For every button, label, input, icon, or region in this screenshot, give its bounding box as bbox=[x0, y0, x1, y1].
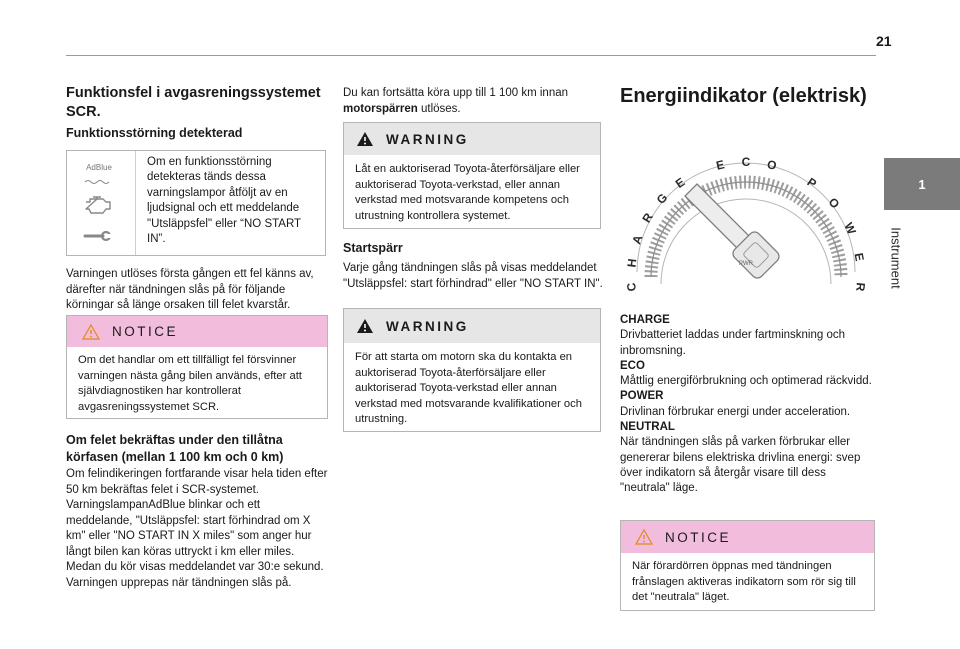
gauge-letter: H bbox=[624, 257, 640, 269]
gauge-letter: O bbox=[765, 157, 778, 173]
legend-item-neutral: NEUTRAL När tändningen slås på varken förbrukar eller genererar bilens elektriska drivlina energi: svep över indikatorn så återgår visare till dess "neutrala" läge. bbox=[620, 421, 861, 495]
notice-text: När förardörren öppnas med tändningen frånslagen aktiveras indikatorn som rör sig till det "neutrala" läget. bbox=[632, 560, 856, 603]
gauge-letter: C bbox=[624, 282, 639, 292]
gauge-letter: R bbox=[639, 210, 656, 226]
chapter-tab-number: 1 bbox=[918, 176, 926, 192]
gauge-letter: R bbox=[853, 282, 868, 292]
continue-driving-text: Du kan fortsätta köra upp till 1 100 km innan motorspärren utlöses. bbox=[343, 87, 569, 115]
page-number: 21 bbox=[876, 33, 892, 49]
header-divider bbox=[66, 55, 876, 56]
energy-indicator-title: Energiindikator (elektrisk) bbox=[620, 85, 867, 107]
gauge-letter: O bbox=[825, 195, 843, 212]
gauge-letter: C bbox=[741, 155, 751, 170]
warning-icon bbox=[356, 131, 374, 147]
chapter-tab[interactable] bbox=[884, 158, 960, 210]
notice-text: Om det handlar om ett tillfälligt fel försvinner varningen nästa gång bilen används, efter att självdiagnostiken har kontrollerat avgasreningssystemet SCR. bbox=[78, 354, 302, 413]
notice-box-2 bbox=[620, 520, 875, 611]
table-divider bbox=[135, 151, 136, 255]
energy-gauge-illustration bbox=[621, 112, 871, 298]
fault-confirmed-text: Om felindikeringen fortfarande visar hela tiden efter 50 km bekräftas felet i SCR-systemet. VarningslampanAdBlue blinkar och ett meddelande, "Utsläppsfel: start förhindrad om X km" eller "NO START IN X miles" som anger hur långt bilen kan köras uttryckt i km eller miles. Medan du kör visas meddelandet var 30:e sekund. Varningen upprepas när tändningen slås på. bbox=[66, 468, 328, 589]
warning-label: WARNING bbox=[386, 131, 469, 147]
gauge-letter: W bbox=[841, 220, 859, 237]
warning-text: För att starta om motorn ska du kontakta en auktoriserad Toyota-återförsäljare eller auktoriserad Toyota-verkstad eller annan verkstad med motsvarande kvalifikationer och utrustning. bbox=[355, 351, 582, 425]
notice-label: NOTICE bbox=[665, 529, 732, 545]
warning-box-2 bbox=[343, 308, 601, 432]
notice-icon bbox=[635, 529, 653, 545]
gauge-needle bbox=[685, 184, 781, 280]
notice-icon bbox=[82, 324, 100, 340]
startsparr-heading: Startspärr bbox=[343, 241, 403, 255]
engine-warning-icon bbox=[83, 194, 113, 221]
legend-item-eco: ECO Måttlig energiförbrukning och optimerad räckvidd. bbox=[620, 359, 872, 388]
gauge-letter: G bbox=[653, 190, 671, 207]
warning-header bbox=[344, 309, 600, 343]
warning-box-1 bbox=[343, 122, 601, 229]
legend-item-charge: CHARGE Drivbatteriet laddas under fartminskning och inbromsning. bbox=[620, 314, 846, 357]
notice-header bbox=[621, 521, 874, 553]
wrench-icon bbox=[81, 229, 113, 248]
gauge-letter: P bbox=[804, 174, 820, 191]
startsparr-text: Varje gång tändningen slås på visas meddelandet "Utsläppsfel: start förhindrad" eller "NO START IN". bbox=[343, 262, 603, 290]
scr-fault-title: Funktionsfel i avgasreningssystemet SCR. bbox=[66, 85, 321, 120]
gauge-letter: A bbox=[629, 233, 646, 247]
fault-detected-description: Om en funktionsstörning detekteras tänds dessa varningslampor åtföljt av en ljudsignal och ett meddelande "Utsläppsfel" eller “NO START IN”. bbox=[147, 156, 301, 246]
notice-label: NOTICE bbox=[112, 324, 179, 339]
chapter-label bbox=[884, 213, 908, 303]
warning-label: WARNING bbox=[386, 318, 469, 334]
gauge-letter: E bbox=[851, 251, 867, 263]
warning-trigger-text: Varningen utlöses första gången ett fel känns av, därefter när tändningen slås på för följande körningar så länge orsaken till felet kvarstår. bbox=[66, 268, 314, 311]
warning-text: Låt en auktoriserad Toyota-återförsäljare eller auktoriserad Toyota-verkstad, eller annan verkstad med motsvarande kompetens och utrustning kontrollera systemet. bbox=[355, 163, 580, 222]
energy-indicator-legend bbox=[620, 313, 876, 497]
fault-detected-heading: Funktionsstörning detekterad bbox=[66, 126, 243, 140]
fault-confirmed-heading: Om felet bekräftas under den tillåtna körfasen (mellan 1 100 km och 0 km) bbox=[66, 433, 284, 464]
gauge-letter: E bbox=[672, 174, 688, 191]
legend-item-power: POWER Drivlinan förbrukar energi under acceleration. bbox=[620, 390, 851, 418]
warning-icon bbox=[356, 318, 374, 334]
notice-header bbox=[67, 316, 327, 347]
gauge-pwr-badge: PWR bbox=[739, 261, 753, 267]
notice-box-1 bbox=[66, 315, 328, 419]
adblue-icon: AdBlue bbox=[79, 163, 119, 190]
chapter-label-text: Instrument bbox=[888, 227, 904, 289]
warning-header bbox=[344, 123, 600, 155]
gauge-letter: E bbox=[714, 157, 726, 173]
warning-lamps-table bbox=[66, 150, 326, 256]
